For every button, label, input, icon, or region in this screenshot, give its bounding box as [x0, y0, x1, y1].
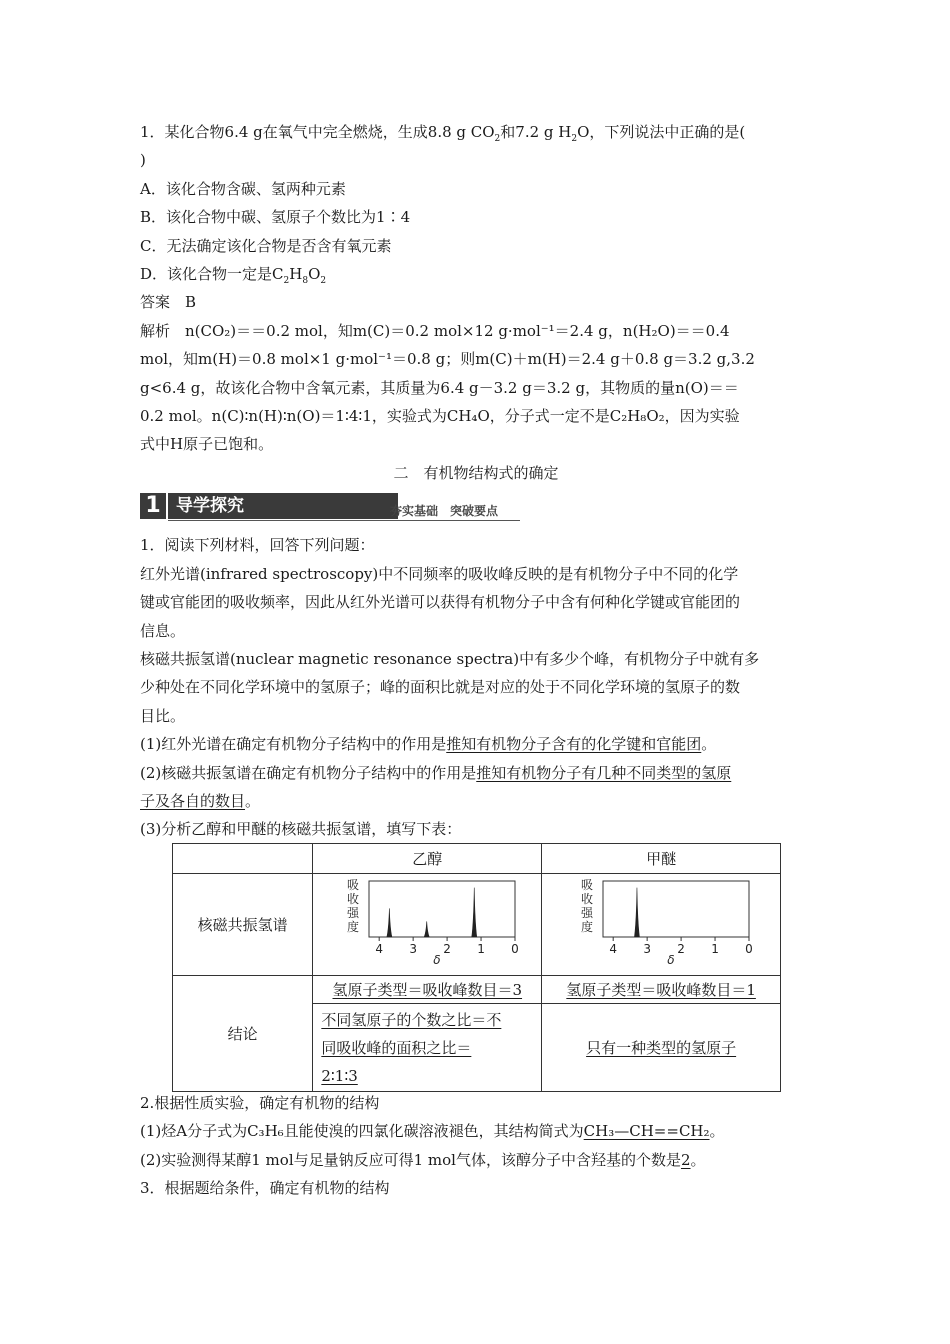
read-line-3: 键或官能团的吸收频率，因此从红外光谱可以获得有机物分子中含有何种化学键或官能团的	[140, 593, 741, 612]
spectrum-tick-label: 3	[409, 941, 418, 956]
document-page	[140, 118, 812, 844]
table-header-row	[173, 844, 781, 874]
spectrum-delta-label: δ	[667, 952, 675, 967]
banner-number: 1	[140, 493, 166, 519]
spectrum-tick-label: 0	[745, 941, 753, 956]
nmr-table	[172, 843, 781, 1092]
p2-suffix: 。	[245, 791, 261, 810]
spectrum-ylabel-char: 吸	[581, 877, 594, 892]
q2-q3-block	[140, 1089, 812, 1203]
spectrum-tick-label: 4	[609, 941, 618, 956]
q1-stem-end: )	[140, 151, 146, 170]
spectrum-tick-label: 4	[375, 941, 384, 956]
q1-analysis-4: 0.2 mol。n(C)∶n(H)∶n(O)＝1∶4∶1，实验式为CH₄O，分子式一定不是C₂H₈O₂，因为实验	[140, 407, 740, 426]
q1-option-b: B．该化合物中碳、氢原子个数比为1∶4	[140, 208, 411, 227]
q1-analysis-3: g<6.4 g，故该化合物中含氧元素，其质量为6.4 g－3.2 g＝3.2 g，其物质的量n(O)＝＝	[140, 378, 739, 397]
banner-title: 导学探究	[168, 493, 398, 519]
row-label-conclusion: 结论	[173, 976, 313, 1092]
read-line-1: 1．阅读下列材料，回答下列问题：	[140, 536, 375, 555]
read-line-6: 少种处在不同化学环境中的氢原子；峰的面积比就是对应的处于不同化学环境的氢原子的数	[140, 678, 741, 697]
q1-stem: 1．某化合物6.4 g在氧气中完全燃烧，生成8.8 g $CO_2$和7.2 g $H_2O$，下列说法中正确的是(	[140, 123, 746, 144]
section-banner	[140, 489, 812, 523]
q2-line-1	[140, 1117, 812, 1145]
ether-conclusion-2	[542, 1004, 781, 1092]
read-point-2-cont	[140, 787, 812, 815]
p1-answer: 推知有机物分子含有的化学键和官能团	[446, 735, 702, 754]
spectrum-delta-label: δ	[433, 952, 441, 967]
read-line-2: 红外光谱(infrared spectroscopy)中不同频率的吸收峰反映的是有机物分子中不同的化学	[140, 564, 739, 583]
spectrum-peak	[635, 887, 640, 936]
spectrum-ylabel-char: 度	[581, 919, 594, 934]
p2-answer-2: 子及各自的数目	[140, 791, 246, 810]
spectrum-frame	[369, 881, 515, 937]
ethanol-conclusion-2b: 同吸收峰的面积之比＝	[321, 1038, 472, 1057]
read-point-3: (3)分析乙醇和甲醚的核磁共振氢谱，填写下表：	[140, 820, 462, 839]
q1-stem-text-a: 1．某化合物6.4 g在氧气中完全燃烧，生成8.8 g CO	[140, 123, 495, 141]
p2-prefix: (2)核磁共振氢谱在确定有机物分子结构中的作用是	[140, 763, 477, 782]
q1-option-a: A．该化合物含碳、氢两种元素	[140, 179, 346, 198]
q2-line-2	[140, 1146, 812, 1174]
q1-stem-text-c: O，下列说法中正确的是(	[577, 123, 746, 141]
ethanol-conclusion-2	[313, 1004, 542, 1092]
q2-l1-answer: CH₃—CH==CH₂	[583, 1122, 710, 1141]
ether-conclusion-2-text: 只有一种类型的氢原子	[586, 1039, 737, 1057]
spectrum-tick-label: 0	[511, 941, 520, 956]
ethanol-conclusion-1	[313, 976, 542, 1004]
spectrum-ylabel-char: 度	[347, 919, 360, 934]
table-corner	[173, 844, 313, 874]
table-conclusion-row-1	[173, 976, 781, 1004]
spectrum-peak	[472, 887, 477, 936]
header-ether: 甲醚	[542, 844, 781, 874]
ether-spectrum-cell	[542, 874, 781, 976]
q1-analysis-5: 式中H原子已饱和。	[140, 435, 274, 454]
spectrum-peak	[424, 921, 429, 937]
p1-suffix: 。	[701, 735, 717, 754]
ether-spectrum	[551, 875, 771, 971]
spectrum-tick-label: 1	[477, 941, 486, 956]
q1-option-d: D．该化合物一定是$C_2H_8O_2$	[140, 265, 327, 287]
row-label-spectrum: 核磁共振氢谱	[173, 874, 313, 976]
ethanol-spectrum	[317, 875, 537, 971]
q2-l2-suffix: 。	[690, 1150, 706, 1169]
spectrum-ylabel-char: 吸	[347, 877, 360, 892]
q2-l2-answer: 2	[680, 1150, 691, 1169]
ethanol-conclusion-2c: 2∶1∶3	[321, 1066, 358, 1085]
q1-analysis-2: mol，知m(H)＝0.8 mol×1 g·mol⁻¹＝0.8 g；则m(C)＋m(H)＝2.4 g＋0.8 g＝3.2 g,3.2	[140, 350, 755, 369]
spectrum-tick-label: 3	[643, 941, 652, 956]
spectrum-frame	[603, 881, 749, 937]
q2-title: 2.根据性质实验，确定有机物的结构	[140, 1094, 380, 1112]
read-point-2	[140, 759, 812, 787]
q2-l1-suffix: 。	[709, 1122, 725, 1141]
section-title: 二 有机物结构式的确定	[393, 463, 559, 482]
read-line-5: 核磁共振氢谱(nuclear magnetic resonance spectra)中有多少个峰，有机物分子中就有多	[140, 649, 760, 668]
banner-rule	[168, 520, 520, 521]
ethanol-spectrum-cell	[313, 874, 542, 976]
ethanol-conclusion-2a: 不同氢原子的个数之比＝不	[321, 1010, 502, 1029]
spectrum-tick-label: 2	[677, 941, 686, 956]
read-line-4: 信息。	[140, 621, 186, 640]
p2-answer-1: 推知有机物分子有几种不同类型的氢原	[476, 763, 732, 782]
q1-option-d-a: D．该化合物一定是C	[140, 265, 284, 284]
q1-option-c: C．无法确定该化合物是否含有氧元素	[140, 236, 392, 255]
q1-analysis-1: 解析 n(CO₂)＝＝0.2 mol，知m(C)＝0.2 mol×12 g·mol⁻¹＝2.4 g，n(H₂O)＝＝0.4	[140, 321, 730, 340]
ether-conclusion-1-text: 氢原子类型＝吸收峰数目＝1	[566, 981, 756, 999]
spectrum-tick-label: 1	[711, 941, 719, 956]
q1-option-d-c: O	[308, 265, 321, 284]
q2-l1-prefix: (1)烃A分子式为C₃H₆且能使溴的四氯化碳溶液褪色，其结构简式为	[140, 1122, 584, 1141]
p1-prefix: (1)红外光谱在确定有机物分子结构中的作用是	[140, 735, 447, 754]
table-spectrum-row	[173, 874, 781, 976]
read-line-7: 目比。	[140, 706, 186, 725]
q3-title: 3．根据题给条件，确定有机物的结构	[140, 1179, 390, 1198]
ether-conclusion-1	[542, 976, 781, 1004]
spectrum-ylabel-char: 强	[347, 905, 360, 920]
spectrum-peak	[387, 908, 392, 937]
q1-answer: 答案 B	[140, 293, 197, 312]
spectrum-ylabel-char: 强	[581, 905, 594, 920]
banner-subtitle: 夯实基础 突破要点	[390, 504, 499, 519]
q2-l2-prefix: (2)实验测得某醇1 mol与足量钠反应可得1 mol气体，该醇分子中含羟基的个数是	[140, 1150, 681, 1169]
ethanol-conclusion-1-text: 氢原子类型＝吸收峰数目＝3	[332, 981, 523, 999]
spectrum-tick-label: 2	[443, 941, 452, 956]
spectrum-ylabel-char: 收	[581, 891, 594, 906]
read-point-1	[140, 730, 812, 758]
q1-stem-text-b: 和7.2 g H	[500, 123, 572, 141]
q1-option-d-b: H	[289, 265, 303, 284]
header-ethanol: 乙醇	[313, 844, 542, 874]
spectrum-ylabel-char: 收	[347, 891, 360, 906]
